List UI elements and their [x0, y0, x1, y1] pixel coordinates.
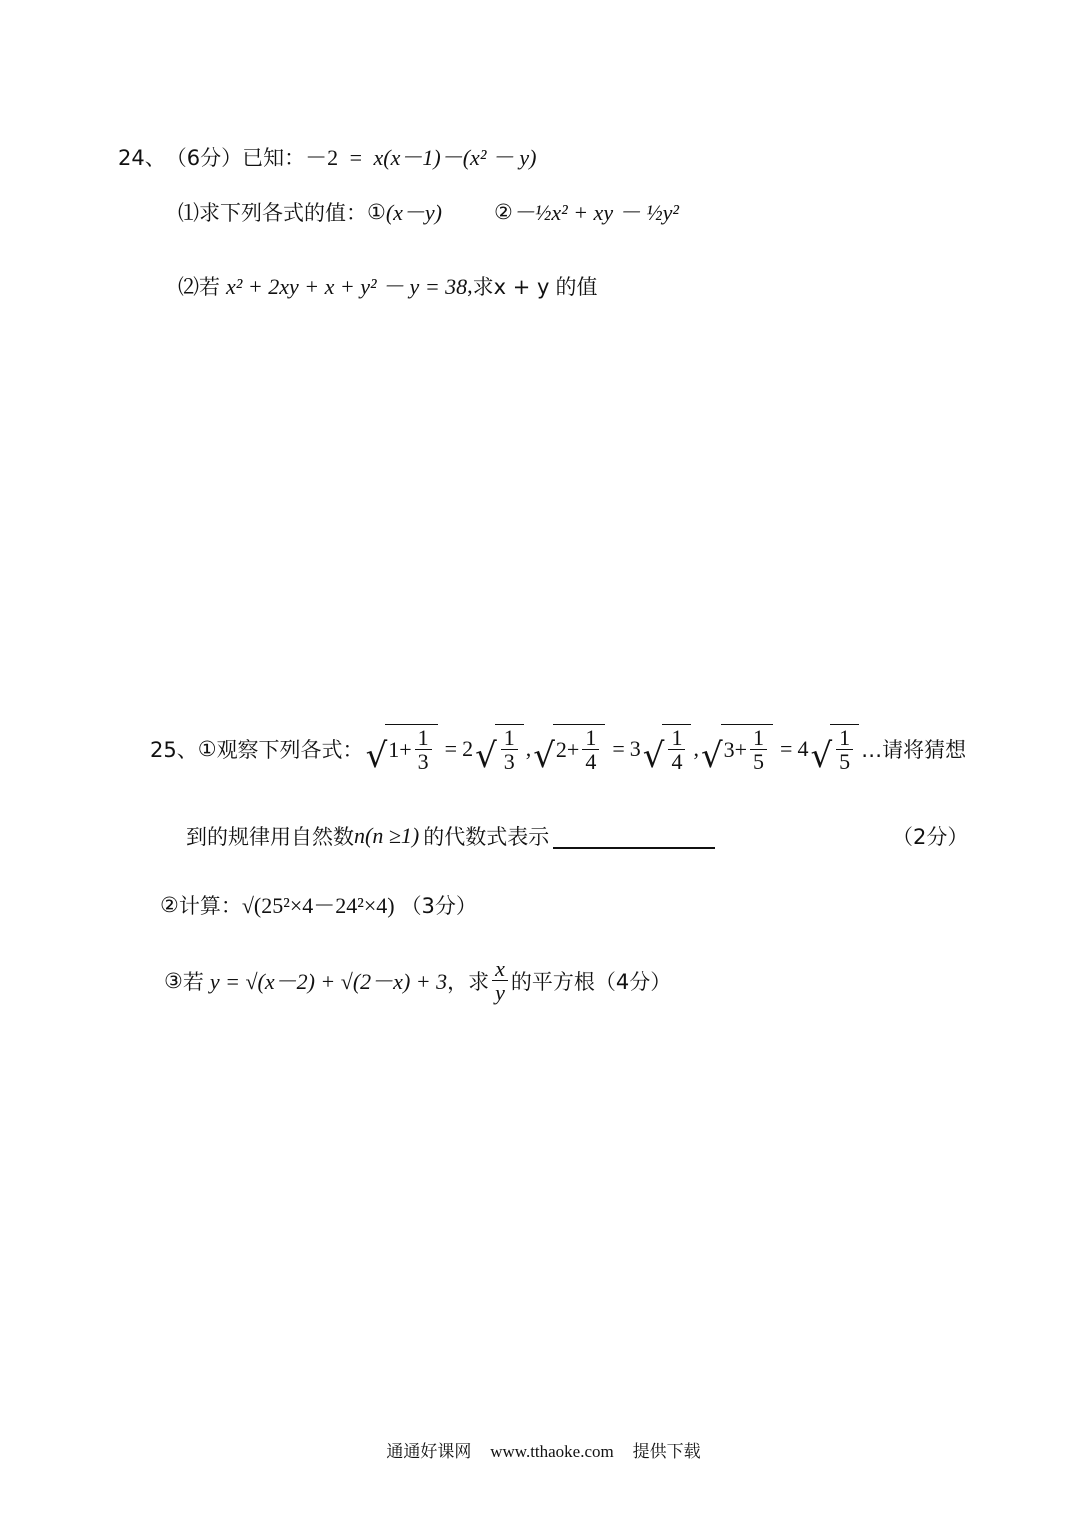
q25-part1-line1: [150, 724, 967, 777]
q25-part2-marker: ②: [160, 892, 179, 917]
q25-eq1-den-right: 3: [501, 749, 518, 773]
q25-eq1-coef: 2: [462, 735, 474, 761]
q25-part1-marker: ①: [197, 736, 217, 761]
q25-eq2-den-right: 4: [668, 749, 685, 773]
q24-part2-prefix: 若: [199, 274, 220, 299]
q25-part1-text: 观察下列各式：: [216, 737, 364, 762]
q25-part3-frac-den: y: [492, 980, 508, 1004]
q25-eq3-den-right: 5: [836, 749, 853, 773]
q25-eq1-whole: 1: [388, 736, 400, 762]
footer-site-name: 通通好课网: [386, 1442, 472, 1462]
q24-points: （6分）: [165, 145, 243, 170]
q24-item1-marker: ①: [367, 199, 386, 224]
q24-given-label: 已知：: [242, 145, 306, 170]
q25-eq2-den: 4: [582, 749, 599, 773]
q25-part1-condition: n(n ≥1): [354, 823, 420, 848]
q24-part1-text: 求下列各式的值：: [199, 200, 367, 225]
q25-part3-frac-num: x: [495, 956, 505, 981]
q25-part1-line2: [186, 821, 715, 851]
q24-part1: [178, 196, 679, 227]
q24-part2: ⑵ 若 x² + 2xy + x + y² － y = 38 , 求x + y 的值: [178, 270, 597, 301]
q24-part2-ask: 求x + y: [472, 274, 550, 299]
q25-equality-3: √ 3 + $\frac{1}{5}$ = 4 √ $\frac{1}{5}$: [699, 724, 861, 773]
q25-part1-continuation: …请将猜想: [861, 737, 967, 762]
q25-eq2-whole: 2: [555, 736, 567, 762]
q25-part3-ask: ，求: [447, 969, 490, 994]
q25-part1-points: （2分）: [892, 825, 969, 849]
q24-part2-equation: x² + 2xy + x + y² － y = 38: [226, 274, 468, 299]
q25-part3: [164, 957, 671, 1004]
q25-part3-expr: y = √(x－2) + √(2－x) + 3: [209, 969, 448, 995]
q24-given-rhs: x(x－1)－(x² － y): [373, 145, 537, 170]
q25-part3-marker: ③: [164, 968, 183, 993]
q24-given-equation: －2 = x(x－1)－(x² － y): [305, 145, 537, 170]
q24-header: [118, 141, 537, 172]
q24-part1-marker: ⑴: [178, 200, 199, 225]
q25-part2-text: 计算：: [178, 893, 242, 918]
q25-part1-points-line: [892, 821, 968, 851]
q25-eq3-whole: 3: [723, 736, 735, 762]
q25-part3-suffix: 的平方根: [510, 969, 595, 994]
q25-part2-points: （3分）: [400, 893, 477, 918]
footer-suffix: 提供下载: [632, 1442, 701, 1462]
footer-url[interactable]: www.tthaoke.com: [490, 1442, 614, 1461]
q25-eq2-coef: 3: [629, 735, 641, 761]
q24-item2-marker: ②: [494, 199, 513, 224]
q24-item1-expr: (x－y): [385, 200, 443, 225]
q24-given-lhs: －2: [305, 145, 339, 170]
q25-equality-1: √ 1 + $\frac{1}{3}$ = 2 √ $\frac{1}{3}$ ,: [365, 725, 532, 777]
q25-part3-points: （4分）: [594, 969, 672, 994]
q25-part1-line2-suffix: 的代数式表示: [423, 825, 550, 849]
page-footer: [0, 1437, 1087, 1462]
q25-number: 25、: [150, 737, 198, 762]
q24-part2-suffix: 的值: [555, 274, 598, 299]
q24-part2-marker: ⑵: [178, 274, 199, 299]
q25-eq3-coef: 4: [797, 735, 809, 761]
q24-item2-expr: －½x² + xy － ½y²: [512, 200, 679, 225]
q25-eq3-den: 5: [750, 749, 767, 773]
q25-equality-2: √ 2 + $\frac{1}{4}$ = 3 √ $\frac{1}{4}$ ,: [533, 725, 699, 777]
q25-part3-prefix: 若: [182, 969, 204, 994]
q25-part3-fraction: [492, 957, 508, 1004]
q24-number: 24、: [118, 145, 166, 170]
q25-part2: [160, 889, 477, 920]
q25-eq1-den: 3: [415, 749, 432, 773]
answer-blank[interactable]: [553, 823, 715, 849]
q25-part1-line2-text: 到的规律用自然数: [186, 825, 354, 849]
q25-part2-expr: √(25²×4－24²×4): [241, 893, 395, 918]
